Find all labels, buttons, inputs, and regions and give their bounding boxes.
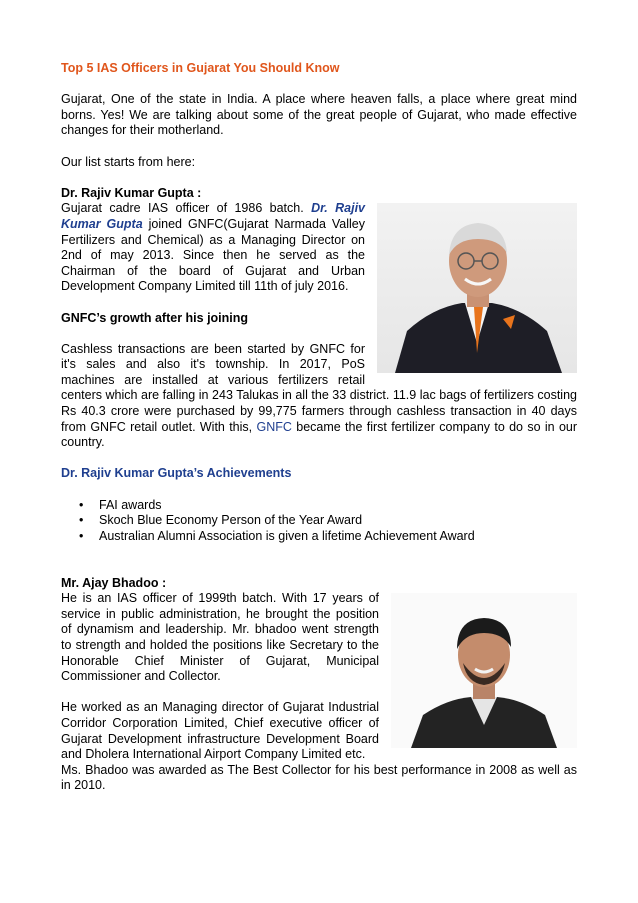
- growth-paragraph: Cashless transactions are been started by GNFC for it's sales and also it's township. In 2017, PoS machines are installed at various fertilizers retail centers which are falling in 243 Talukas in all the 33 district. 11.9 lac bags of fertilizers costing Rs 40.3 crore were purchased by 99,775 farmers through cashless transaction in 40 days from GNFC retail outlet. With this, GNFC became the first fertilizer company to do so in our country.: [61, 341, 578, 450]
- rajiv-kumar-gupta-link[interactable]: Dr. Rajiv Kumar Gupta: [61, 201, 365, 231]
- list-item: • FAI awards: [99, 498, 577, 514]
- officer2-para3: Ms. Bhadoo was awarded as The Best Collector for his best performance in 2008 as well as in 2010.: [61, 762, 577, 793]
- officer1-heading: Dr. Rajiv Kumar Gupta :: [61, 185, 202, 200]
- article-body: [61, 61, 577, 794]
- growth-heading: GNFC’s growth after his joining: [61, 310, 249, 325]
- officer2-section: [61, 576, 577, 794]
- list-start-text: Our list starts from here:: [61, 154, 196, 169]
- officer2-heading: Mr. Ajay Bhadoo :: [61, 575, 167, 590]
- intro-paragraph: Gujarat, One of the state in India. A place where heaven falls, a place where great mind borns. Yes! We are talking about some of the great people of Gujarat, who made effective changes for their motherland.: [61, 92, 577, 138]
- officer1-section: [61, 186, 577, 576]
- achievements-list: [61, 498, 577, 545]
- list-item: • Skoch Blue Economy Person of the Year Award: [99, 513, 577, 529]
- list-item: • Australian Alumni Association is given a lifetime Achievement Award: [99, 529, 577, 545]
- rajiv-kumar-gupta-photo: [377, 203, 577, 373]
- gnfc-link[interactable]: GNFC: [256, 419, 292, 434]
- officer2-para2: He worked as an Managing director of Gujarat Industrial Corridor Corporation Limited, Chief executive officer of Gujarat Development infrastructure Development Board and Dholera International Airport Company Limited etc.: [61, 700, 379, 762]
- officer1-bio: Gujarat cadre IAS officer of 1986 batch. Dr. Rajiv Kumar Gupta joined GNFC(Gujarat Narmada Valley Fertilizers and Chemical) as a Managing Director on 2nd of may 2013. Since then he served as the Chairman of the board of Gujarat and Urban Development Company Limited till 11th of july 2016.: [61, 201, 365, 294]
- achievements-heading: Dr. Rajiv Kumar Gupta’s Achievements: [61, 466, 292, 481]
- ajay-bhadoo-photo: [391, 593, 577, 748]
- officer2-para1: He is an IAS officer of 1999th batch. With 17 years of service in public administration, he brought the position of dynamism and leadership. Mr. bhadoo went strength to strength and holded the positions like Secretary to the Honorable Chief Minister of Gujarat, Municipal Commissioner and Collector.: [61, 591, 379, 684]
- article-title: Top 5 IAS Officers in Gujarat You Should Know: [61, 61, 340, 75]
